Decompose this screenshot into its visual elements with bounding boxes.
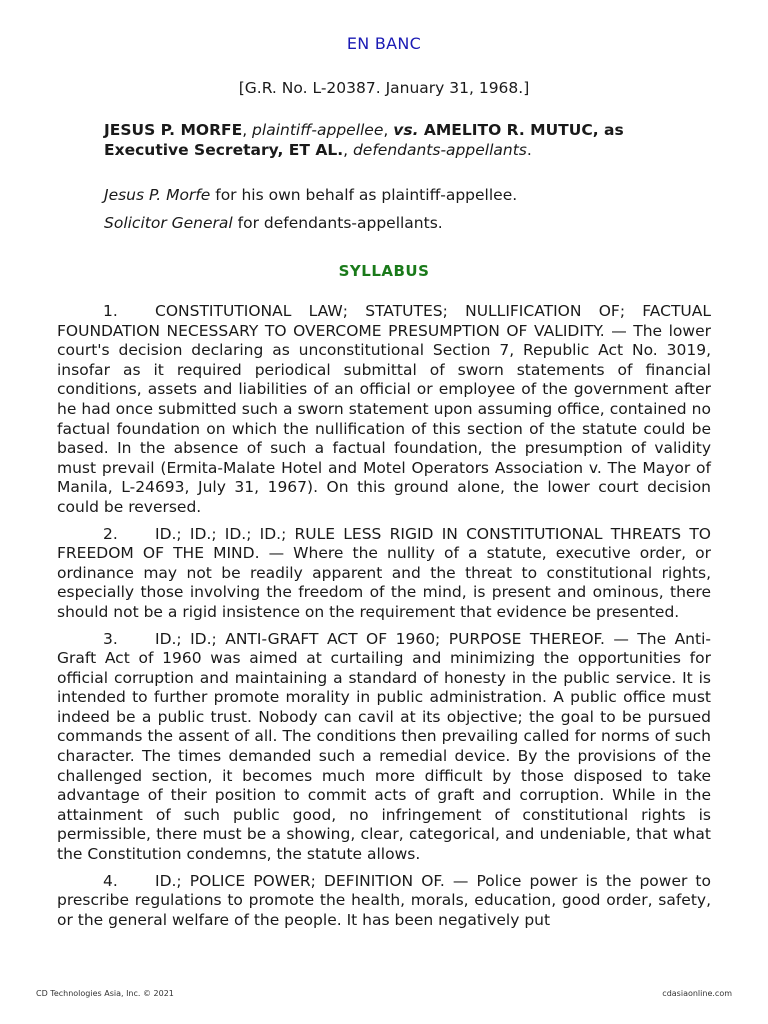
court-heading: EN BANC [346,34,422,53]
syllabus-paragraph [57,872,711,931]
counsel-line-defendant [104,214,724,232]
paragraph-number: 4. [103,871,118,890]
syllabus-paragraph [57,525,711,623]
counsel-name: Solicitor General [104,214,233,232]
footer-copyright: CD Technologies Asia, Inc. © 2021 [36,989,174,998]
counsel-name: Jesus P. Morfe [104,186,211,204]
paragraph-number: 2. [103,524,118,543]
counsel-text: for his own behalf as plaintiff-appellee. [210,186,518,204]
case-parties [104,120,704,160]
defendant-role: defendants-appellants [352,141,527,159]
paragraph-number: 3. [103,629,118,648]
period: . [526,141,532,159]
footer-site: cdasiaonline.com [662,989,732,998]
counsel-text: for defendants-appellants. [232,214,443,232]
paragraph-text: ID.; POLICE POWER; DEFINITION OF. — Police power is the power to prescribe regulations to promote the health, morals, education, good order, safety, or the general welfare of the people. It has been negatively put [57,871,711,929]
separator: , [343,141,353,159]
syllabus-paragraph [57,630,711,865]
counsel-line-plaintiff [104,186,724,204]
paragraph-text: ID.; ID.; ID.; ID.; RULE LESS RIGID IN CONSTITUTIONAL THREATS TO FREEDOM OF THE MIND. — Where the nullity of a statute, executive order, or ordinance may not be readily apparent and the threat to constitutional rights, especially those involving the freedom of the mind, is present and ominous, there should not be a rigid insistence on the requirement that evidence be presented. [57,524,711,621]
versus-label: vs. [393,121,419,139]
paragraph-text: ID.; ID.; ANTI-GRAFT ACT OF 1960; PURPOSE THEREOF. — The Anti- Graft Act of 1960 was aimed at curtailing and minimizing the opportunities for official corruption and maintaining a standard of honesty in the public service. It is intended to further promote morality in public administration. A public office must indeed be a public trust. Nobody can cavil at its objective; the goal to be pursued commands the assent of all. The conditions then prevailing called for norms of such character. The times demanded such a remedial device. By the provisions of the challenged section, it becomes much more difficult by those disposed to take advantage of their position to commit acts of graft and corruption. While in the attainment of such public good, no infringement of constitutional rights is permissible, there must be a showing, clear, categorical, and undeniable, that what the Constitution condemns, the statute allows. [57,629,711,864]
case-number: [G.R. No. L-20387. January 31, 1968.] [238,79,530,97]
plaintiff-name: JESUS P. MORFE [104,121,243,139]
plaintiff-role: plaintiff-appellee [252,121,384,139]
separator: , [383,121,394,139]
syllabus-heading: SYLLABUS [338,262,430,280]
syllabus-body [57,302,711,937]
separator: , [242,121,253,139]
paragraph-text: CONSTITUTIONAL LAW; STATUTES; NULLIFICATION OF; FACTUAL FOUNDATION NECESSARY TO OVERCOME PRESUMPTION OF VALIDITY. — The lower court's decision declaring as unconstitutional Section 7, Republic Act No. 3019, insofar as it required periodical submittal of sworn statements of financial conditions, assets and liabilities of an official or employee of the government after he had once submitted such a sworn statement upon assuming office, contained no factual foundation on which the nullification of this section of the statute could be based. In the absence of such a factual foundation, the presumption of validity must prevail (Ermita-Malate Hotel and Motel Operators Association v. The Mayor of Manila, L-24693, July 31, 1967). On this ground alone, the lower court decision could be reversed. [57,302,711,516]
defendant-name: AMELITO R. MUTUC, as Executive Secretary, ET AL. [104,121,624,159]
syllabus-paragraph [57,302,711,518]
paragraph-number: 1. [103,302,118,320]
